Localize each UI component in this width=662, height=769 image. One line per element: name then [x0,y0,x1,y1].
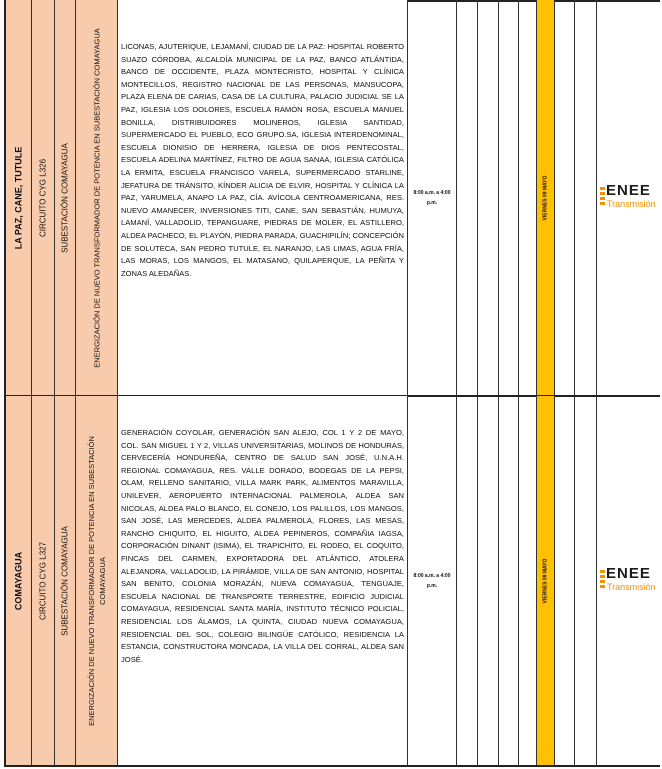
description-cell [118,0,408,396]
table-bottom-border [4,765,660,767]
area-cell [4,0,32,396]
work-cell [76,0,118,396]
empty-cell [499,0,519,396]
time-cell [408,0,457,396]
empty-cell [519,396,537,766]
empty-cell [457,0,478,396]
empty-cell [519,0,537,396]
day-label: VIERNES 09 MAYO [542,558,548,604]
circuit-cell [32,0,55,396]
empty-cell [478,0,499,396]
substation-cell [55,0,76,396]
table-row [4,0,660,396]
enee-logo [600,184,662,212]
logo-cell [597,0,662,396]
logo-name: ENEE [606,182,651,199]
enee-logo-icon [600,570,605,588]
circuit-cell [32,396,55,766]
empty-cell [555,0,575,396]
substation-label: SUBESTACIÓN COMAYAGUA [60,526,70,636]
logo-subtitle: Transmisión [607,199,656,209]
table-row [4,396,660,766]
area-label: LA PAZ, CANE, TUTULE [13,146,23,250]
empty-cell [575,0,597,396]
work-label: ENERGIZACIÓN DE NUEVO TRANSFORMADOR DE POTENCIA EN SUBESTACIÓN COMAYAGUA [92,28,101,368]
enee-logo-icon [600,187,605,205]
empty-cell [478,396,499,766]
empty-cell [555,396,575,766]
work-label: ENERGIZACIÓN DE NUEVO TRANSFORMADOR DE POTENCIA EN SUBESTACIÓN COMAYAGUA [86,436,107,726]
enee-logo [600,567,662,595]
area-cell [4,396,32,766]
time-label: 8:00 a.m. a 4:00 p.m. [413,190,451,206]
affected-areas-text: GENERACIÓN COYOLAR, GENERACIÓN SAN ALEJO, COL 1 Y 2 DE MAYO, COL. SAN MIGUEL 1 Y 2, VILLAS UNIVERSITARIAS, MOLINOS DE HONDURAS, CERVECERÍA HONDUREÑA, CENTRO DE SALUD SAN JOSÉ, U.N.A.H. REGIONAL COMAYAGUA, RES. VALLE DORADO, BODEGAS DE LA PEPSI, OLAM, RELLENO SANITARIO, VILLA MARK PARK, ALIMENTOS MARAVILLA, UNILEVER, AEROPUERTO INTERNACIONAL PALMEROLA, ALDEA SAN NICOLAS, ALDEA PALO BLANCO, EL CONEJO, LOS PALILLOS, LOS MANGOS, SAN JOSÉ, LAS MERCEDES, ALDEA PALMEROLA, FLORES, LAS MESAS, RANCHO CHIQUITO, EL HIGUITO, ALDEA PEPINEROS, COMPAÑIA IAGSA, CORPORACIÓN DINANT (ISIMA), EL TRAPICHITO, EL RODEO, EL COQUITO, FINCAS DEL CARMEN, EXPORTADORA DEL ATLÁNTICO, ATOLERA ALEJANDRA, VALLADOLID, LA PIRÁMIDE, VILLA DE SAN ANTONIO, HOSPITAL SAN BENITO, COLONIA MORAZÁN, NUEVA COMAYAGUA, TENGUAJE, ESCUELA NACIONAL DE TRANSPORTE TERRESTRE, EDIFICIO JUDICIAL COMAYAGUA, RESIDENCIAL SANTA MARÍA, INSTITUTO TÉCNICO POLICIAL, RESIDENCIAL LOS ÁLAMOS, LA QUINTA, CIUDAD NUEVA COMAYAGUA, RESIDENCIAL DEL SOL, COLEGIO BILINGÜE CATÓLICO, RESIDENCIA LA ESTANCIA, CONSTRUCTORA MONCADA, LA VILLA DEL CORRAL, ALDEA SAN JOSÉ. [121,428,404,664]
circuit-label: CIRCUITO CYG L327 [38,541,48,621]
description-cell [118,396,408,766]
circuit-label: CIRCUITO CYG L326 [38,158,48,238]
time-label: 8:00 a.m. a 4:00 p.m. [413,573,451,589]
day-label: VIERNES 09 MAYO [542,175,548,221]
work-cell [76,396,118,766]
logo-name: ENEE [606,565,651,582]
substation-label: SUBESTACIÓN COMAYAGUA [60,143,70,253]
logo-subtitle: Transmisión [607,582,656,592]
area-label: COMAYAGUA [13,551,23,611]
empty-cell [499,396,519,766]
empty-cell [575,396,597,766]
time-cell [408,396,457,766]
substation-cell [55,396,76,766]
logo-cell [597,396,662,766]
day-cell [537,0,555,396]
affected-areas-text: LICONAS, AJUTERIQUE, LEJAMANÍ, CIUDAD DE LA PAZ: HOSPITAL ROBERTO SUAZO CÓRDOBA, ALCALDÍA MUNICIPAL DE LA PAZ, BANCO ATLÁNTIDA, BANCO DE OCCIDENTE, PLAZA MONTECRISTO, HOSPITAL Y CLÍNICA MONTECILLOS, REGISTRO NACIONAL DE LAS PERSONAS, MANSUCOPA, PLAZA ELENA DE CARIAS, CASA DE LA CULTURA, PALACIO JUDICIAL SE LA PAZ, IGLESIA LOS DOLORES, ESCUELA RAMÓN ROSA, ESCUELA MANUEL BONILLA, DISTRIBUIDORES MOLINEROS, IGLESIA SANTIDAD, SUPERMERCADO EL PUEBLO, ECO GRUPO.SA, IGLESIA INTERDENOMINAL, ESCUELA DIONISIO DE HERRERA, IGLESIA DE DIOS PENTECOSTAL, ESCUELA ADELINA MARTÍNEZ, FILTRO DE AGUA SANAA, IGLESIA CATÓLICA LA ERMITA, ESCUELA FRANCISCO VARELA, SUPERMERCADO STARLINE, JEFATURA DE TRÁNSITO, KÍNDER ALICIA DE ELVIR, HOSPITAL Y CLÍNICA LA PAZ, YARUMELA, ANAPO LA PAZ, CÍA. AVÍCOLA CENTROAMERICANA, RES. NUEVO AMANECER, INVERSIONES TITI, CANE, SAN SEBASTIÁN, HUMUYA, LAMANÍ, VALLADOLID, TEPANGUARE, PIEDRAS DE MOLER, EL ASTILLERO, ALDEA PACHECO, EL PLAYÓN, PIEDRA PARADA, GUACHIPILÍN; CONCEPCIÓN DE SOLUTECA, SAN PEDRO TUTULE, EL NARANJO, LAS LIMAS, AGUA FRÍA, LAS MORAS, LOS MANGOS, EL MATASANO, QUILAPERQUE, LA PEÑITA Y ZONAS ALEDAÑAS. [121,42,404,278]
empty-cell [457,396,478,766]
day-cell [537,396,555,766]
